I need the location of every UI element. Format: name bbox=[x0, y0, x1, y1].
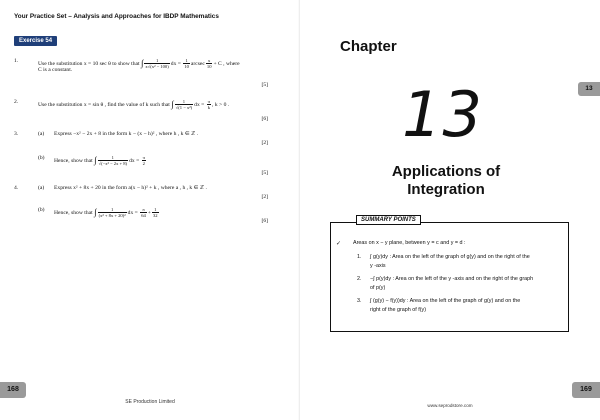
summary-item-line: y -axis bbox=[370, 263, 386, 269]
summary-item-line: right of the graph of f(y) bbox=[370, 307, 427, 313]
question-1 bbox=[14, 58, 282, 88]
page-number-right: 169 bbox=[572, 382, 600, 398]
question-text: Use the substitution x = 10 sec θ to show that ∫ $\frac{1}{\text{x√(x² − 100)}}$ dx = $\frac{1}{10}$ arcsec $\frac{x}{10}$ + C , where bbox=[38, 58, 240, 69]
chapter-title bbox=[330, 163, 562, 199]
question-part: (a) bbox=[38, 131, 45, 137]
question-number: 1. bbox=[14, 58, 19, 64]
question-text: Hence, show that ∫ $\frac{1}{\text{√(−x² − 2x + 8)}}$ dx = $\frac{\pi}{2}$ bbox=[54, 155, 145, 166]
question-marks: [2] bbox=[261, 194, 268, 200]
chapter-side-tab: 13 bbox=[578, 82, 600, 96]
question-marks: [5] bbox=[261, 170, 268, 176]
integrand-fraction: $\frac{1}{\text{(x² + 8x + 20)²}}$ bbox=[98, 207, 126, 218]
right-page bbox=[300, 0, 600, 420]
chapter-label: Chapter bbox=[340, 38, 397, 55]
result-fraction: $\frac{1}{10}$ bbox=[184, 58, 189, 69]
question-marks: [2] bbox=[261, 140, 268, 146]
summary-item-line: ∫ g(y)dy : Area on the left of the graph of g(y) and on the right of the bbox=[370, 254, 530, 260]
summary-item-line: −∫ p(y)dy : Area on the left of the y -axis and on the right of the graph bbox=[370, 276, 534, 282]
integrand-fraction: $\frac{1}{\text{√(1 − x²)}}$ bbox=[175, 99, 193, 110]
integral-sign-icon: ∫ bbox=[94, 155, 97, 165]
question-number: 4. bbox=[14, 185, 19, 191]
result-fraction-2: $\frac{1}{32}$ bbox=[152, 207, 158, 218]
chapter-title-line-2: Integration bbox=[407, 181, 485, 198]
summary-item-number: 3. bbox=[357, 298, 362, 304]
result-fraction-2: $\frac{x}{10}$ bbox=[206, 58, 212, 69]
result-fraction: $\frac{\pi}{k}$ bbox=[207, 99, 211, 110]
question-marks: [6] bbox=[261, 116, 268, 122]
question-text: Use the substitution x = sin θ , find the value of k such that ∫ $\frac{1}{\text{√(1 − x²)}}$ dx = $\frac{\pi}{k}$ , k > 0 . bbox=[38, 99, 230, 110]
footer-publisher: SE Production Limited bbox=[125, 399, 175, 405]
chapter-title-line-1: Applications of bbox=[391, 163, 501, 180]
summary-item-line: ∫ (g(y) − f(y))dy : Area on the left of the graph of g(y) and on the bbox=[370, 298, 521, 304]
question-text: Hence, show that ∫ $\frac{1}{\text{(x² + 8x + 20)²}}$ dx = $\frac{\pi}{64}$ + $\frac{1}{32}$ bbox=[54, 207, 158, 218]
question-marks: [6] bbox=[261, 218, 268, 224]
question-part: (b) bbox=[38, 155, 45, 161]
integrand-fraction: $\frac{1}{\text{√(−x² − 2x + 8)}}$ bbox=[98, 155, 128, 166]
question-continuation: C is a constant. bbox=[38, 67, 73, 73]
summary-item-number: 2. bbox=[357, 276, 362, 282]
summary-intro: Areas on x − y plane, between y = c and y = d : bbox=[353, 240, 466, 246]
footer-website: www.seprodstore.com bbox=[427, 403, 473, 408]
book-title: Your Practice Set – Analysis and Approaches for IBDP Mathematics bbox=[14, 13, 219, 20]
integral-sign-icon: ∫ bbox=[171, 99, 174, 109]
question-number: 3. bbox=[14, 131, 19, 137]
question-number: 2. bbox=[14, 99, 19, 105]
question-text: Express x² + 8x + 20 in the form a(x − h)² + k , where a , h , k ∈ ℤ . bbox=[54, 185, 207, 191]
summary-label: SUMMARY POINTS bbox=[356, 215, 421, 225]
integrand-fraction: $\frac{1}{\text{x√(x² − 100)}}$ bbox=[145, 58, 169, 69]
summary-item-line: of p(y) bbox=[370, 285, 386, 291]
result-fraction: $\frac{\pi}{64}$ bbox=[141, 207, 146, 218]
question-marks: [5] bbox=[261, 82, 268, 88]
summary-item-number: 1. bbox=[357, 254, 362, 260]
question-text: Express −x² − 2x + 8 in the form k − (x − h)² , where h , k ∈ ℤ . bbox=[54, 131, 199, 137]
page-number-left: 168 bbox=[0, 382, 26, 398]
result-fraction: $\frac{\pi}{2}$ bbox=[142, 155, 145, 166]
chapter-number: 13 bbox=[402, 78, 483, 151]
integral-sign-icon: ∫ bbox=[140, 58, 144, 68]
question-part: (a) bbox=[38, 185, 45, 191]
checkmark-icon: ✓ bbox=[336, 240, 342, 247]
exercise-badge: Exercise 54 bbox=[14, 36, 57, 46]
integral-sign-icon: ∫ bbox=[94, 207, 97, 217]
question-part: (b) bbox=[38, 207, 45, 213]
